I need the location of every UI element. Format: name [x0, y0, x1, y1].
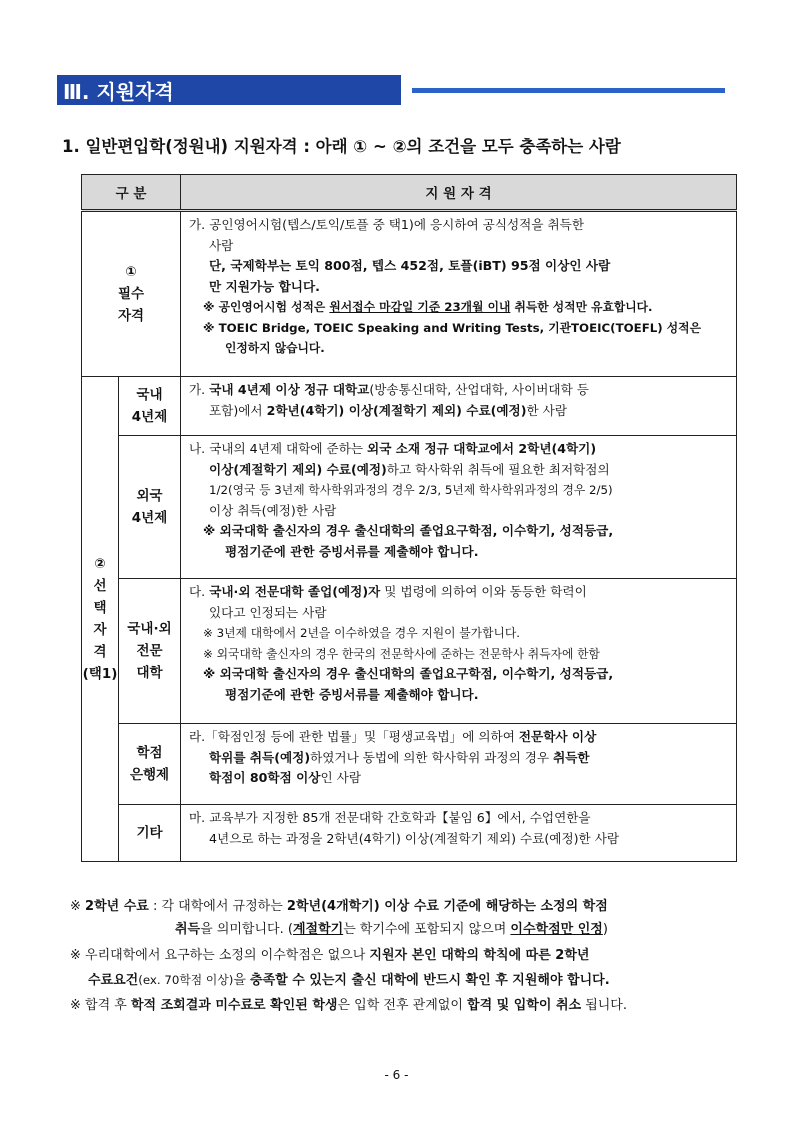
- row-domestic: [82, 377, 737, 436]
- row-other: [82, 805, 737, 862]
- select-label: ② 선 택 자 격 (택1): [82, 377, 119, 862]
- row-required: [82, 211, 737, 377]
- credit-bank-label: 학점 은행제: [119, 724, 181, 805]
- credit-bank-content: 라.「학점인정 등에 관한 법률」및「평생교육법」에 의하여 전문학사 이상 학위를 취득(예정)하였거나 동법에 의한 학사학위 과정의 경우 취득한 학점이 80학점 이상인 사람: [181, 724, 737, 805]
- header-qualification: 지 원 자 격: [181, 175, 737, 211]
- footnote-2: ※ 우리대학에서 요구하는 소정의 이수학점은 없으나 지원자 본인 대학의 학칙에 따른 2학년: [70, 948, 590, 963]
- junior-college-content: 다. 국내·외 전문대학 졸업(예정)자 및 법령에 의하여 이와 동등한 학력이 있다고 인정되는 사람 ※ 3년제 대학에서 2년을 이수하였을 경우 지원이 불가합니다. ※ 외국대학 출신자의 경우 한국의 전문학사에 준하는 전문학사 취득자에 한함 ※ 외국대학 출신자의 경우 출신대학의 졸업요구학점, 이수학기, 성적등급, 평점기준에 관한 증빙서류를 제출해야 합니다.: [181, 579, 737, 724]
- row-credit-bank: [82, 724, 737, 805]
- row-junior-college: [82, 579, 737, 724]
- section-title-bar: [57, 75, 401, 105]
- footnote-1: ※ 2학년 수료 : 각 대학에서 규정하는 2학년(4개학기) 이상 수료 기준에 해당하는 소정의 학점: [70, 899, 608, 914]
- foreign-content: 나. 국내의 4년제 대학에 준하는 외국 소재 정규 대학교에서 2학년(4학기) 이상(계절학기 제외) 수료(예정)하고 학사학위 취득에 필요한 최저학점의 1/2(영국 등 3년제 학사학위과정의 경우 2/3, 5년제 학사학위과정의 경우 2/5) 이상 취득(예정)한 사람 ※ 외국대학 출신자의 경우 출신대학의 졸업요구학점, 이수학기, 성적등급, 평점기준에 관한 증빙서류를 제출해야 합니다.: [181, 436, 737, 579]
- domestic-content: 가. 국내 4년제 이상 정규 대학교(방송통신대학, 산업대학, 사이버대학 등 포함)에서 2학년(4학기) 이상(계절학기 제외) 수료(예정)한 사람: [181, 377, 737, 436]
- header-category: 구 분: [82, 175, 181, 211]
- table-header-row: [82, 175, 737, 211]
- eligibility-table: [81, 174, 737, 862]
- other-label: 기타: [119, 805, 181, 862]
- junior-college-label: 국내·외 전문 대학: [119, 579, 181, 724]
- required-label: ① 필수 자격: [82, 211, 181, 377]
- footnote-3: ※ 합격 후 학적 조회결과 미수료로 확인된 학생은 입학 전후 관계없이 합격 및 입학이 취소 됩니다.: [70, 998, 628, 1013]
- section-divider: [412, 88, 725, 93]
- eligibility-heading: 1. 일반편입학(정원내) 지원자격 : 아래 ① ~ ②의 조건을 모두 충족하는 사람: [62, 137, 621, 156]
- row-foreign: [82, 436, 737, 579]
- page-number: - 6 -: [384, 1068, 409, 1082]
- other-content: 마. 교육부가 지정한 85개 전문대학 간호학과【붙임 6】에서, 수업연한을 4년으로 하는 과정을 2학년(4학기) 이상(계절학기 제외) 수료(예정)한 사람: [181, 805, 737, 862]
- footnote-2-cont: 수료요건(ex. 70학점 이상)을 충족할 수 있는지 출신 대학에 반드시 확인 후 지원해야 합니다.: [88, 973, 610, 988]
- domestic-label: 국내 4년제: [119, 377, 181, 436]
- required-content: 가. 공인영어시험(텝스/토익/토플 중 택1)에 응시하여 공식성적을 취득한 사람 단, 국제학부는 토익 800점, 텝스 452점, 토플(iBT) 95점 이상인 사람 만 지원가능 합니다. ※ 공인영어시험 성적은 원서접수 마감일 기준 23개월 이내 취득한 성적만 유효합니다. ※ TOEIC Bridge, TOEIC Speaking and Writing Tests, 기관TOEIC(TOEFL) 성적은 인정하지 않습니다.: [181, 211, 737, 377]
- section-title: Ⅲ. 지원자격: [63, 80, 174, 104]
- foreign-label: 외국 4년제: [119, 436, 181, 579]
- footnote-1-cont: 취득을 의미합니다. (계절학기는 학기수에 포함되지 않으며 이수학점만 인정): [175, 922, 608, 937]
